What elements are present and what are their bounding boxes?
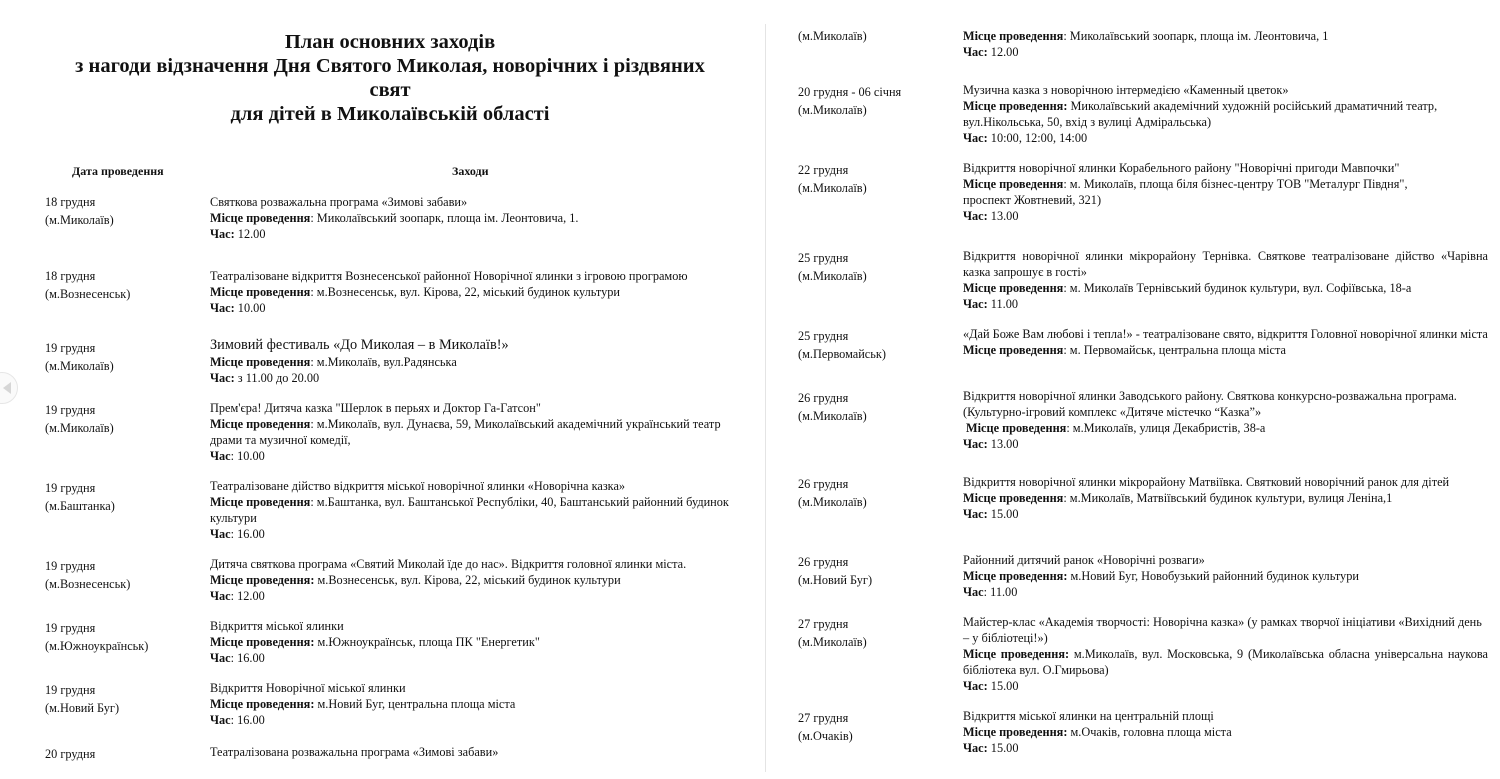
event-date xyxy=(798,328,958,364)
date-text: 25 грудня xyxy=(798,251,849,265)
event-name: Дитяча святкова програма «Святий Миколай їде до нас». Відкриття головної ялинки міста. xyxy=(210,557,687,571)
event-name: Відкриття міської ялинки xyxy=(210,619,344,633)
event-place: : м. Миколаїв, площа біля бізнес-центру ТОВ "Металург Півдня", xyxy=(1063,177,1408,191)
event-time: 15.00 xyxy=(987,679,1019,693)
event-date xyxy=(798,390,958,426)
event-name: Музична казка з новорічною інтермедією «Каменный цветок» xyxy=(963,83,1289,97)
event-date xyxy=(45,340,205,376)
event-time: з 11.00 до 20.00 xyxy=(234,371,320,385)
document-page-right xyxy=(766,0,1500,779)
city-text: (м.Миколаїв) xyxy=(798,495,867,509)
event-name: Відкриття Новорічної міської ялинки xyxy=(210,681,406,695)
time-label: Час: xyxy=(963,679,988,693)
place-label: Місце проведення: xyxy=(210,635,315,649)
event-name: Театралізоване відкриття Вознесенської районної Новорічної ялинки з ігровою програмою xyxy=(210,269,688,283)
event-name: Святкова розважальна програма «Зимові забави» xyxy=(210,195,468,209)
place-label: Місце проведення xyxy=(210,417,311,431)
event-place: м.Очаків, головна площа міста xyxy=(1067,725,1232,739)
event-name: Відкриття новорічної ялинки мікрорайону Тернівка. Святкове театралізоване дійство «Чарівна казка запрошує в гості» xyxy=(963,249,1488,279)
city-text: (м.Очаків) xyxy=(798,729,853,743)
event-place: м.Вознесенськ, вул. Кірова, 22, міський будинок культури xyxy=(314,573,621,587)
event-date xyxy=(45,194,205,230)
event-details xyxy=(963,552,1488,600)
date-text: 19 грудня xyxy=(45,621,96,635)
date-text: 18 грудня xyxy=(45,269,96,283)
event-details xyxy=(963,326,1488,358)
event-details xyxy=(210,400,735,464)
time-label: Час xyxy=(210,651,231,665)
event-time: 13.00 xyxy=(987,437,1019,451)
event-date xyxy=(798,554,958,590)
event-place: : м.Миколаїв, вул. Дунаєва, 59, Миколаївський академічний український театр драми та музичної комедії, xyxy=(210,417,721,447)
time-label: Час: xyxy=(963,437,988,451)
event-place: : м. Миколаїв Тернівський будинок культури, вул. Софіївська, 18-а xyxy=(1063,281,1412,295)
time-label: Час: xyxy=(963,741,988,755)
date-text: 19 грудня xyxy=(45,683,96,697)
date-text: 27 грудня xyxy=(798,617,849,631)
date-text: 19 грудня xyxy=(45,403,96,417)
date-text: 25 грудня xyxy=(798,329,849,343)
event-place: м.Миколаїв, вул. Московська, 9 (Миколаївська обласна універсальна наукова бібліотека вул. О.Гмирьова) xyxy=(963,647,1488,677)
event-name: Відкриття новорічної ялинки мікрорайону Матвіївка. Святковий новорічний ранок для дітей xyxy=(963,475,1450,489)
event-time: : 12.00 xyxy=(230,589,265,603)
event-date xyxy=(45,402,205,438)
event-name: Театралізоване дійство відкриття міської новорічної ялинки «Новорічна казка» xyxy=(210,479,626,493)
date-text: 19 грудня xyxy=(45,341,96,355)
document-title xyxy=(40,30,740,126)
event-time: 15.00 xyxy=(987,507,1019,521)
event-date xyxy=(798,84,958,120)
event-time: : 16.00 xyxy=(230,651,265,665)
place-label: Місце проведення: xyxy=(963,725,1068,739)
date-text: 26 грудня xyxy=(798,391,849,405)
event-details xyxy=(963,248,1488,312)
event-details xyxy=(963,160,1488,224)
city-text: (м.Вознесенськ) xyxy=(45,577,131,591)
event-details xyxy=(210,194,735,242)
place-label: Місце проведення: xyxy=(963,647,1070,661)
event-date xyxy=(45,480,205,516)
event-place: : м. Первомайськ, центральна площа міста xyxy=(1063,343,1287,357)
event-time: 13.00 xyxy=(987,209,1019,223)
event-details xyxy=(963,28,1488,60)
event-place: : м.Вознесенськ, вул. Кірова, 22, міський будинок культури xyxy=(310,285,620,299)
title-line: з нагоди відзначення Дня Святого Миколая, новорічних і різдвяних xyxy=(75,55,705,77)
event-name: Зимовий фестиваль «До Миколая – в Миколаїв!» xyxy=(210,337,509,353)
place-label: Місце проведення: xyxy=(210,697,315,711)
event-details xyxy=(963,388,1488,452)
event-time: : 16.00 xyxy=(230,713,265,727)
event-date xyxy=(798,28,958,46)
date-text: 20 грудня - 06 січня xyxy=(798,85,902,99)
time-label: Час: xyxy=(963,209,988,223)
city-text: (м.Миколаїв) xyxy=(45,421,114,435)
place-label: Місце проведення xyxy=(963,491,1064,505)
event-time: 15.00 xyxy=(987,741,1019,755)
place-label: Місце проведення xyxy=(210,495,311,509)
city-text: (м.Первомайськ) xyxy=(798,347,886,361)
event-place: : м.Миколаїв, улиця Декабристів, 38-а xyxy=(1066,421,1266,435)
event-place: Миколаївський академічний художній російський драматичний театр, вул.Нікольська, 50, вхід з вулиці Адміральська) xyxy=(963,99,1438,129)
place-label: Місце проведення xyxy=(966,421,1067,435)
place-label: Місце проведення xyxy=(210,355,311,369)
event-name: Майстер-клас «Академія творчості: Новорічна казка» (у рамках творчої ініціативи «Вихідний день – у бібліотеці!») xyxy=(963,615,1482,645)
time-label: Час: xyxy=(210,301,235,315)
time-label: Час: xyxy=(963,297,988,311)
time-label: Час xyxy=(210,527,231,541)
date-text: 19 грудня xyxy=(45,559,96,573)
event-date xyxy=(45,620,205,656)
event-date xyxy=(45,682,205,718)
event-name: Відкриття міської ялинки на центральній площі xyxy=(963,709,1214,723)
time-label: Час xyxy=(210,713,231,727)
place-label: Місце проведення xyxy=(210,211,311,225)
place-label: Місце проведення xyxy=(963,281,1064,295)
date-text: 27 грудня xyxy=(798,711,849,725)
city-text: (м.Миколаїв) xyxy=(798,409,867,423)
time-label: Час xyxy=(963,585,984,599)
event-time: 11.00 xyxy=(987,297,1019,311)
city-text: (м.Новий Буг) xyxy=(45,701,120,715)
date-text: 18 грудня xyxy=(45,195,96,209)
event-place-continuation: проспект Жовтневий, 321) xyxy=(963,193,1102,207)
event-details xyxy=(210,556,735,604)
time-label: Час: xyxy=(963,45,988,59)
event-time: : 10.00 xyxy=(230,449,265,463)
event-name: Прем'єра! Дитяча казка "Шерлок в перьях и Доктор Га-Гатсон" xyxy=(210,401,541,415)
event-date xyxy=(45,746,205,764)
event-date xyxy=(45,268,205,304)
city-text: (м.Миколаїв) xyxy=(45,213,114,227)
place-label: Місце проведення xyxy=(963,29,1064,43)
date-text: 26 грудня xyxy=(798,477,849,491)
event-time: : 16.00 xyxy=(230,527,265,541)
city-text: (м.Вознесенськ) xyxy=(45,287,131,301)
event-date xyxy=(798,616,958,652)
event-details xyxy=(963,708,1488,756)
event-details xyxy=(210,268,735,316)
time-label: Час xyxy=(210,589,231,603)
event-place: : Миколаївський зоопарк, площа ім. Леонтовича, 1. xyxy=(310,211,579,225)
event-place: : м.Миколаїв, Матвіївський будинок культури, вулиця Леніна,1 xyxy=(1063,491,1393,505)
place-label: Місце проведення xyxy=(963,343,1064,357)
event-place: : м.Миколаїв, вул.Радянська xyxy=(310,355,457,369)
column-header-date: Дата проведення xyxy=(72,164,164,178)
event-time: 12.00 xyxy=(987,45,1019,59)
city-text: (м.Миколаїв) xyxy=(798,29,867,43)
event-time: 10:00, 12:00, 14:00 xyxy=(987,131,1088,145)
event-details xyxy=(210,336,735,386)
column-header-events: Заходи xyxy=(452,164,489,178)
event-name: Театралізована розважальна програма «Зимові забави» xyxy=(210,745,499,759)
event-date xyxy=(798,250,958,286)
city-text: (м.Южноукраїнськ) xyxy=(45,639,149,653)
event-details xyxy=(210,680,735,728)
event-details xyxy=(210,618,735,666)
place-label: Місце проведення: xyxy=(963,569,1068,583)
place-label: Місце проведення: xyxy=(963,99,1068,113)
time-label: Час xyxy=(210,449,231,463)
title-line: для дітей в Миколаївській області xyxy=(230,103,550,125)
event-time: 10.00 xyxy=(234,301,266,315)
city-text: (м.Миколаїв) xyxy=(798,181,867,195)
event-date xyxy=(798,476,958,512)
time-label: Час: xyxy=(210,371,235,385)
event-name: Районний дитячий ранок «Новорічні розваги» xyxy=(963,553,1205,567)
event-details xyxy=(210,478,735,542)
place-label: Місце проведення: xyxy=(210,573,315,587)
time-label: Час: xyxy=(963,507,988,521)
event-date xyxy=(45,558,205,594)
event-name: Відкриття новорічної ялинки Корабельного району "Новорічні пригоди Мавпочки" xyxy=(963,161,1400,175)
title-line: План основних заходів xyxy=(284,31,496,53)
place-label: Місце проведення xyxy=(963,177,1064,191)
event-time: : 11.00 xyxy=(983,585,1018,599)
date-text: 22 грудня xyxy=(798,163,849,177)
event-place: м.Новий Буг, центральна площа міста xyxy=(314,697,516,711)
city-text: (м.Новий Буг) xyxy=(798,573,873,587)
event-details xyxy=(963,474,1488,522)
city-text: (м.Миколаїв) xyxy=(798,103,867,117)
time-label: Час: xyxy=(210,227,235,241)
date-text: 19 грудня xyxy=(45,481,96,495)
event-time: 12.00 xyxy=(234,227,266,241)
event-details xyxy=(210,744,735,760)
date-text: 20 грудня xyxy=(45,747,96,761)
event-name: Відкриття новорічної ялинки Заводського району. Святкова конкурсно-розважальна програма. (Культурно-ігровий комплекс «Дитяче містечко “Казка”» xyxy=(963,389,1457,419)
time-label: Час: xyxy=(963,131,988,145)
event-details xyxy=(963,614,1488,694)
event-date xyxy=(798,710,958,746)
event-date xyxy=(798,162,958,198)
event-place: : Миколаївський зоопарк, площа ім. Леонтовича, 1 xyxy=(1063,29,1329,43)
event-name: «Дай Боже Вам любові і тепла!» - театралізоване свято, відкриття Головної новорічної ялинки міста xyxy=(963,327,1488,341)
event-place: м.Новий Буг, Новобузький районний будинок культури xyxy=(1067,569,1359,583)
event-place: : м.Баштанка, вул. Баштанської Республіки, 40, Баштанський районний будинок культури xyxy=(210,495,729,525)
place-label: Місце проведення xyxy=(210,285,311,299)
date-text: 26 грудня xyxy=(798,555,849,569)
city-text: (м.Баштанка) xyxy=(45,499,115,513)
event-details xyxy=(963,82,1488,146)
event-place: м.Южноукраїнськ, площа ПК "Енергетик" xyxy=(314,635,540,649)
city-text: (м.Миколаїв) xyxy=(798,269,867,283)
city-text: (м.Миколаїв) xyxy=(798,635,867,649)
title-line: свят xyxy=(369,79,411,101)
city-text: (м.Миколаїв) xyxy=(45,359,114,373)
